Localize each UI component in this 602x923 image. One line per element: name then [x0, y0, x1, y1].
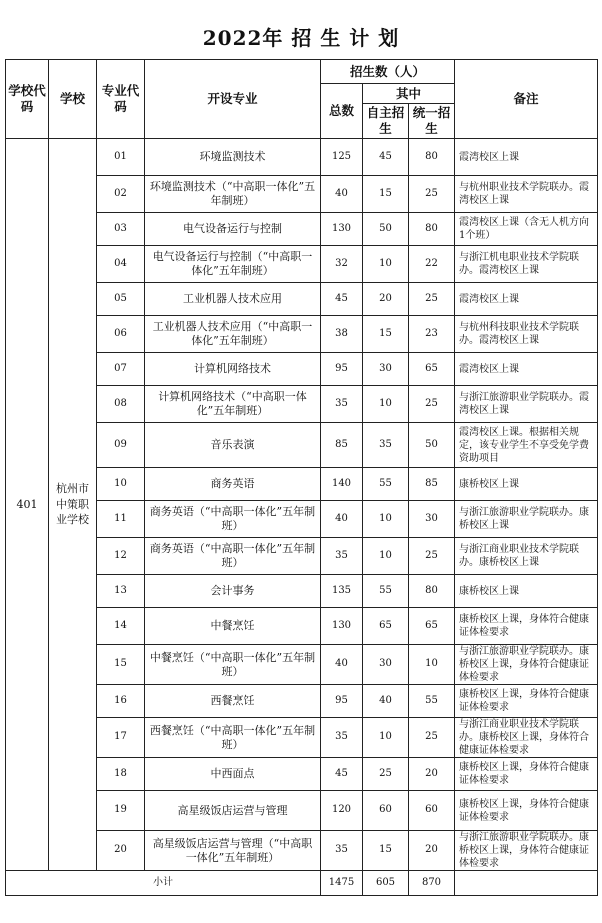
- major-code-cell: 11: [97, 501, 145, 538]
- total-cell: 135: [321, 575, 363, 608]
- major-name-cell: 音乐表演: [145, 423, 321, 468]
- self-enrollment-cell: 30: [363, 645, 409, 685]
- subtotal-total: 1475: [321, 871, 363, 896]
- total-cell: 45: [321, 758, 363, 791]
- remark-cell: 康桥校区上课: [455, 468, 598, 501]
- remark-cell: 与浙江商业职业技术学院联办。康桥校区上课: [455, 538, 598, 575]
- enrollment-plan-table: [5, 59, 598, 896]
- header-enrollment: 招生数（人）: [321, 60, 455, 84]
- page-title: 2022年 招 生 计 划: [202, 26, 400, 50]
- header-school: 学校: [49, 60, 97, 139]
- unified-enrollment-cell: 25: [409, 176, 455, 213]
- total-cell: 35: [321, 831, 363, 871]
- header-remark: 备注: [455, 60, 598, 139]
- remark-cell: 霞湾校区上课: [455, 139, 598, 176]
- header-of-which: 其中: [363, 84, 455, 104]
- major-name-cell: 会计事务: [145, 575, 321, 608]
- remark-cell: 与浙江旅游职业学院联办。康桥校区上课，身体符合健康证体检要求: [455, 831, 598, 871]
- unified-enrollment-cell: 22: [409, 246, 455, 283]
- self-enrollment-cell: 50: [363, 213, 409, 246]
- major-name-cell: 西餐烹饪: [145, 685, 321, 718]
- major-name-cell: 中西面点: [145, 758, 321, 791]
- self-enrollment-cell: 15: [363, 316, 409, 353]
- unified-enrollment-cell: 20: [409, 831, 455, 871]
- total-cell: 140: [321, 468, 363, 501]
- total-cell: 130: [321, 608, 363, 645]
- unified-enrollment-cell: 80: [409, 575, 455, 608]
- header-self-enrollment: 自主招生: [363, 104, 409, 139]
- major-code-cell: 03: [97, 213, 145, 246]
- total-cell: 35: [321, 386, 363, 423]
- major-name-cell: 高星级饭店运营与管理: [145, 791, 321, 831]
- remark-cell: 与浙江机电职业技术学院联办。霞湾校区上课: [455, 246, 598, 283]
- self-enrollment-cell: 65: [363, 608, 409, 645]
- subtotal-row: [6, 871, 598, 896]
- remark-cell: 与杭州科技职业技术学院联办。霞湾校区上课: [455, 316, 598, 353]
- unified-enrollment-cell: 20: [409, 758, 455, 791]
- major-name-cell: 环境监测技术（“中高职一体化”五年制班）: [145, 176, 321, 213]
- major-code-cell: 12: [97, 538, 145, 575]
- major-code-cell: 18: [97, 758, 145, 791]
- remark-cell: 康桥校区上课，身体符合健康证体检要求: [455, 685, 598, 718]
- remark-cell: 康桥校区上课，身体符合健康证体检要求: [455, 758, 598, 791]
- total-cell: 40: [321, 176, 363, 213]
- major-code-cell: 08: [97, 386, 145, 423]
- total-cell: 35: [321, 718, 363, 758]
- major-code-cell: 10: [97, 468, 145, 501]
- remark-cell: 霞湾校区上课（含无人机方向1个班）: [455, 213, 598, 246]
- major-code-cell: 07: [97, 353, 145, 386]
- total-cell: 130: [321, 213, 363, 246]
- table-body: [6, 139, 598, 896]
- self-enrollment-cell: 10: [363, 718, 409, 758]
- unified-enrollment-cell: 25: [409, 718, 455, 758]
- major-name-cell: 工业机器人技术应用: [145, 283, 321, 316]
- total-cell: 32: [321, 246, 363, 283]
- self-enrollment-cell: 55: [363, 468, 409, 501]
- self-enrollment-cell: 45: [363, 139, 409, 176]
- self-enrollment-cell: 25: [363, 758, 409, 791]
- self-enrollment-cell: 55: [363, 575, 409, 608]
- major-code-cell: 16: [97, 685, 145, 718]
- self-enrollment-cell: 10: [363, 386, 409, 423]
- remark-cell: 与浙江旅游职业学院联办。康桥校区上课: [455, 501, 598, 538]
- header-total: 总数: [321, 84, 363, 139]
- self-enrollment-cell: 40: [363, 685, 409, 718]
- school-code-cell: 401: [6, 139, 49, 871]
- unified-enrollment-cell: 65: [409, 353, 455, 386]
- major-code-cell: 04: [97, 246, 145, 283]
- major-code-cell: 15: [97, 645, 145, 685]
- self-enrollment-cell: 15: [363, 176, 409, 213]
- remark-cell: 霞湾校区上课: [455, 353, 598, 386]
- header-unified-enrollment: 统一招生: [409, 104, 455, 139]
- major-code-cell: 19: [97, 791, 145, 831]
- major-code-cell: 14: [97, 608, 145, 645]
- table-row: [6, 139, 598, 176]
- major-name-cell: 计算机网络技术: [145, 353, 321, 386]
- major-name-cell: 中餐烹饪: [145, 608, 321, 645]
- total-cell: 95: [321, 685, 363, 718]
- unified-enrollment-cell: 50: [409, 423, 455, 468]
- unified-enrollment-cell: 85: [409, 468, 455, 501]
- unified-enrollment-cell: 65: [409, 608, 455, 645]
- major-name-cell: 高星级饭店运营与管理（“中高职一体化”五年制班）: [145, 831, 321, 871]
- self-enrollment-cell: 10: [363, 538, 409, 575]
- unified-enrollment-cell: 23: [409, 316, 455, 353]
- remark-cell: 康桥校区上课，身体符合健康证体检要求: [455, 608, 598, 645]
- unified-enrollment-cell: 80: [409, 139, 455, 176]
- major-name-cell: 中餐烹饪（“中高职一体化”五年制班）: [145, 645, 321, 685]
- header-major-code: 专业代码: [97, 60, 145, 139]
- self-enrollment-cell: 35: [363, 423, 409, 468]
- self-enrollment-cell: 20: [363, 283, 409, 316]
- major-code-cell: 01: [97, 139, 145, 176]
- remark-cell: 与浙江旅游职业学院联办。康桥校区上课，身体符合健康证体检要求: [455, 645, 598, 685]
- self-enrollment-cell: 60: [363, 791, 409, 831]
- major-code-cell: 05: [97, 283, 145, 316]
- remark-cell: 康桥校区上课: [455, 575, 598, 608]
- header-major: 开设专业: [145, 60, 321, 139]
- unified-enrollment-cell: 30: [409, 501, 455, 538]
- total-cell: 40: [321, 501, 363, 538]
- total-cell: 35: [321, 538, 363, 575]
- major-name-cell: 商务英语: [145, 468, 321, 501]
- unified-enrollment-cell: 10: [409, 645, 455, 685]
- major-code-cell: 09: [97, 423, 145, 468]
- major-code-cell: 02: [97, 176, 145, 213]
- total-cell: 120: [321, 791, 363, 831]
- major-name-cell: 电气设备运行与控制（“中高职一体化”五年制班）: [145, 246, 321, 283]
- major-name-cell: 工业机器人技术应用（“中高职一体化”五年制班）: [145, 316, 321, 353]
- subtotal-label: 小计: [6, 871, 321, 896]
- self-enrollment-cell: 30: [363, 353, 409, 386]
- remark-cell: 与浙江商业职业技术学院联办。康桥校区上课，身体符合健康证体检要求: [455, 718, 598, 758]
- total-cell: 95: [321, 353, 363, 386]
- subtotal-self: 605: [363, 871, 409, 896]
- self-enrollment-cell: 10: [363, 501, 409, 538]
- major-name-cell: 西餐烹饪（“中高职一体化”五年制班）: [145, 718, 321, 758]
- major-name-cell: 电气设备运行与控制: [145, 213, 321, 246]
- total-cell: 85: [321, 423, 363, 468]
- unified-enrollment-cell: 55: [409, 685, 455, 718]
- total-cell: 38: [321, 316, 363, 353]
- self-enrollment-cell: 15: [363, 831, 409, 871]
- self-enrollment-cell: 10: [363, 246, 409, 283]
- unified-enrollment-cell: 60: [409, 791, 455, 831]
- header-school-code: 学校代码: [6, 60, 49, 139]
- major-name-cell: 环境监测技术: [145, 139, 321, 176]
- major-code-cell: 13: [97, 575, 145, 608]
- remark-cell: 康桥校区上课，身体符合健康证体检要求: [455, 791, 598, 831]
- unified-enrollment-cell: 25: [409, 283, 455, 316]
- unified-enrollment-cell: 25: [409, 538, 455, 575]
- remark-cell: 与浙江旅游职业学院联办。霞湾校区上课: [455, 386, 598, 423]
- school-name-cell: 杭州市中策职业学校: [49, 139, 97, 871]
- unified-enrollment-cell: 80: [409, 213, 455, 246]
- major-code-cell: 20: [97, 831, 145, 871]
- unified-enrollment-cell: 25: [409, 386, 455, 423]
- remark-cell: 霞湾校区上课。根据相关规定，该专业学生不享受免学费资助项目: [455, 423, 598, 468]
- major-name-cell: 商务英语（“中高职一体化”五年制班）: [145, 501, 321, 538]
- major-code-cell: 17: [97, 718, 145, 758]
- major-code-cell: 06: [97, 316, 145, 353]
- remark-cell: 霞湾校区上课: [455, 283, 598, 316]
- subtotal-remark: [455, 871, 598, 896]
- total-cell: 125: [321, 139, 363, 176]
- total-cell: 45: [321, 283, 363, 316]
- total-cell: 40: [321, 645, 363, 685]
- remark-cell: 与杭州职业技术学院联办。霞湾校区上课: [455, 176, 598, 213]
- major-name-cell: 商务英语（“中高职一体化”五年制班）: [145, 538, 321, 575]
- major-name-cell: 计算机网络技术（“中高职一体化”五年制班）: [145, 386, 321, 423]
- subtotal-unified: 870: [409, 871, 455, 896]
